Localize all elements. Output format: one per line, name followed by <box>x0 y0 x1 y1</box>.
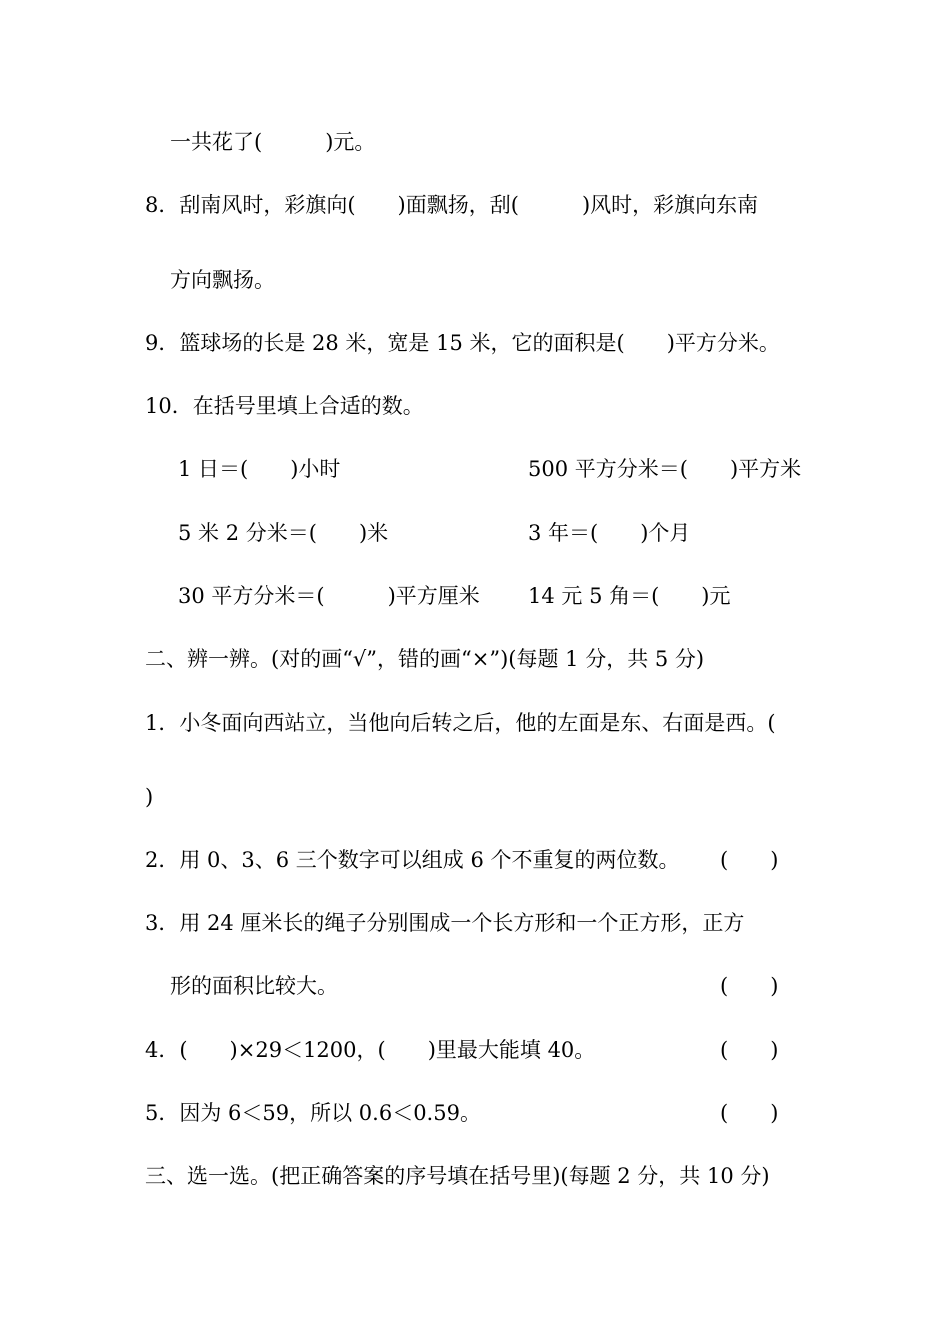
q10-item-1: 1 日＝( )小时 <box>178 457 341 481</box>
section-2-heading: 二、辨一辨。(对的画“√”，错的画“×”)(每题 1 分，共 5 分) <box>145 647 705 671</box>
q10-item-2: 500 平方分米＝( )平方米 <box>528 457 802 481</box>
s2-q2-answer-blank: ( ) <box>720 848 779 872</box>
s2-q5-answer-blank: ( ) <box>720 1101 779 1125</box>
q10-item-4: 3 年＝( )个月 <box>528 521 691 545</box>
s2-q5-text: 5．因为 6＜59，所以 0.6＜0.59。 <box>145 1101 481 1125</box>
q10-item-5: 30 平方分米＝( )平方厘米 <box>178 584 480 608</box>
q10-text: 10．在括号里填上合适的数。 <box>145 394 424 418</box>
s2-q4-text: 4．( )×29＜1200，( )里最大能填 40。 <box>145 1038 596 1062</box>
q8-text: 8．刮南风时，彩旗向( )面飘扬，刮( )风时，彩旗向东南 <box>145 193 759 217</box>
q9-text: 9．篮球场的长是 28 米，宽是 15 米，它的面积是( )平方分米。 <box>145 331 780 355</box>
s2-q1-text: 1．小冬面向西站立，当他向后转之后，他的左面是东、右面是西。( <box>145 711 776 735</box>
s2-q3-continuation: 形的面积比较大。 <box>170 974 338 998</box>
s2-q3-text: 3．用 24 厘米长的绳子分别围成一个长方形和一个正方形，正方 <box>145 911 745 935</box>
s2-q2-text: 2．用 0、3、6 三个数字可以组成 6 个不重复的两位数。 <box>145 848 680 872</box>
q10-item-3: 5 米 2 分米＝( )米 <box>178 521 389 545</box>
q10-item-6: 14 元 5 角＝( )元 <box>528 584 731 608</box>
q8-continuation: 方向飘扬。 <box>170 268 275 292</box>
q7-continuation: 一共花了( )元。 <box>170 130 376 154</box>
section-3-heading: 三、选一选。(把正确答案的序号填在括号里)(每题 2 分，共 10 分) <box>145 1164 770 1188</box>
s2-q4-answer-blank: ( ) <box>720 1038 779 1062</box>
s2-q1-continuation: ) <box>145 785 154 809</box>
s2-q3-answer-blank: ( ) <box>720 974 779 998</box>
